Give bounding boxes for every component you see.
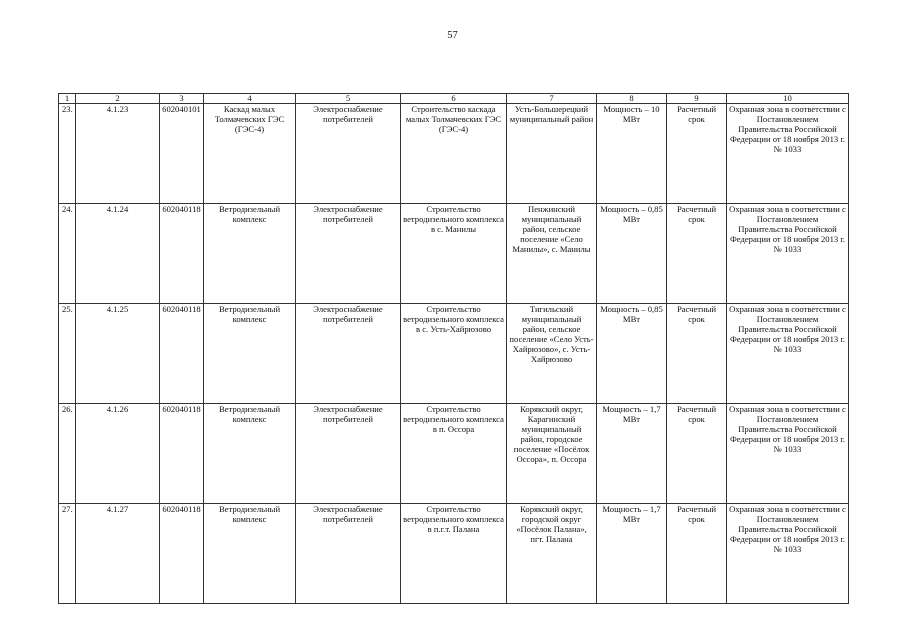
row-number: 24. [59, 204, 76, 304]
implementation-term: Расчетный срок [667, 504, 727, 604]
object-location: Пенжинский муниципальный район, сельское поселение «Село Манилы», с. Манилы [507, 204, 597, 304]
object-purpose: Электроснабжение потребителей [296, 504, 401, 604]
column-header: 4 [204, 94, 296, 104]
column-header: 7 [507, 94, 597, 104]
object-location: Тигильский муниципальный район, сельское поселение «Село Усть-Хайрюзово», с. Усть-Хайрюзово [507, 304, 597, 404]
object-name: Каскад малых Толмачевских ГЭС (ГЭС-4) [204, 104, 296, 204]
object-name: Ветродизельный комплекс [204, 504, 296, 604]
table-row [59, 504, 849, 604]
object-characteristics: Мощность – 1,7 МВт [597, 504, 667, 604]
planned-activity: Строительство ветродизельного комплекса в п. Оссора [401, 404, 507, 504]
protection-zone: Охранная зона в соответствии с Постановлением Правительства Российской Федерации от 18 ноября 2013 г. № 1033 [727, 104, 849, 204]
object-name: Ветродизельный комплекс [204, 304, 296, 404]
planned-activity: Строительство каскада малых Толмачевских ГЭС (ГЭС-4) [401, 104, 507, 204]
object-name: Ветродизельный комплекс [204, 404, 296, 504]
object-location: Корякский округ, Карагинский муниципальный район, городское поселение «Посёлок Оссора», п. Оссора [507, 404, 597, 504]
implementation-term: Расчетный срок [667, 304, 727, 404]
object-location: Корякский округ, городской округ «Посёлок Палана», пгт. Палана [507, 504, 597, 604]
protection-zone: Охранная зона в соответствии с Постановлением Правительства Российской Федерации от 18 ноября 2013 г. № 1033 [727, 304, 849, 404]
classifier-code: 602040118 [160, 504, 204, 604]
table-row [59, 204, 849, 304]
column-header: 1 [59, 94, 76, 104]
column-header: 6 [401, 94, 507, 104]
planned-activity: Строительство ветродизельного комплекса в п.г.т. Палана [401, 504, 507, 604]
column-header: 10 [727, 94, 849, 104]
object-characteristics: Мощность – 1,7 МВт [597, 404, 667, 504]
column-header: 2 [76, 94, 160, 104]
planned-activity: Строительство ветродизельного комплекса в с. Манилы [401, 204, 507, 304]
object-code: 4.1.25 [76, 304, 160, 404]
object-code: 4.1.23 [76, 104, 160, 204]
column-header: 9 [667, 94, 727, 104]
protection-zone: Охранная зона в соответствии с Постановлением Правительства Российской Федерации от 18 ноября 2013 г. № 1033 [727, 204, 849, 304]
column-header: 5 [296, 94, 401, 104]
classifier-code: 602040118 [160, 404, 204, 504]
object-purpose: Электроснабжение потребителей [296, 204, 401, 304]
classifier-code: 602040118 [160, 204, 204, 304]
object-name: Ветродизельный комплекс [204, 204, 296, 304]
implementation-term: Расчетный срок [667, 204, 727, 304]
protection-zone: Охранная зона в соответствии с Постановлением Правительства Российской Федерации от 18 ноября 2013 г. № 1033 [727, 504, 849, 604]
object-characteristics: Мощность – 0,85 МВт [597, 304, 667, 404]
object-purpose: Электроснабжение потребителей [296, 304, 401, 404]
facilities-table [58, 93, 849, 604]
object-location: Усть-Большерецкий муниципальный район [507, 104, 597, 204]
classifier-code: 602040101 [160, 104, 204, 204]
column-header: 3 [160, 94, 204, 104]
object-purpose: Электроснабжение потребителей [296, 404, 401, 504]
table-row [59, 404, 849, 504]
object-code: 4.1.27 [76, 504, 160, 604]
object-purpose: Электроснабжение потребителей [296, 104, 401, 204]
header-row [59, 94, 849, 104]
object-code: 4.1.24 [76, 204, 160, 304]
planned-activity: Строительство ветродизельного комплекса в с. Усть-Хайрюзово [401, 304, 507, 404]
column-header: 8 [597, 94, 667, 104]
page-number: 57 [447, 30, 458, 41]
table-row [59, 304, 849, 404]
implementation-term: Расчетный срок [667, 404, 727, 504]
protection-zone: Охранная зона в соответствии с Постановлением Правительства Российской Федерации от 18 ноября 2013 г. № 1033 [727, 404, 849, 504]
object-characteristics: Мощность – 0,85 МВт [597, 204, 667, 304]
row-number: 27. [59, 504, 76, 604]
classifier-code: 602040118 [160, 304, 204, 404]
object-code: 4.1.26 [76, 404, 160, 504]
row-number: 26. [59, 404, 76, 504]
object-characteristics: Мощность – 10 МВт [597, 104, 667, 204]
row-number: 25. [59, 304, 76, 404]
implementation-term: Расчетный срок [667, 104, 727, 204]
row-number: 23. [59, 104, 76, 204]
table-row [59, 104, 849, 204]
